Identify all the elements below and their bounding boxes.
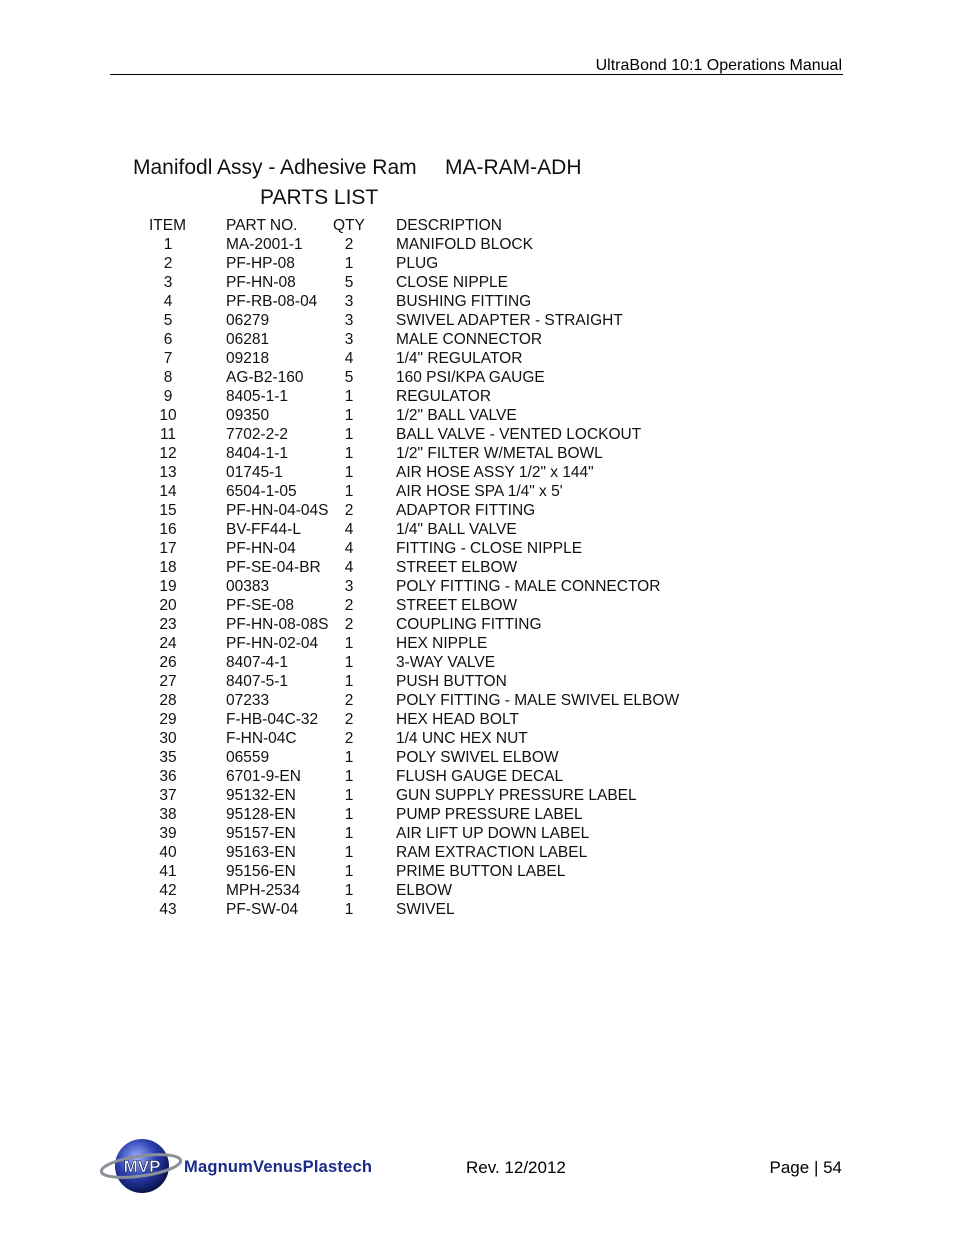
cell-description: POLY SWIVEL ELBOW [396, 749, 559, 766]
cell-part-no: 09350 [226, 407, 270, 424]
cell-qty: 1 [344, 844, 354, 861]
cell-description: STREET ELBOW [396, 597, 518, 614]
cell-part-no: 95128-EN [226, 806, 296, 823]
cell-qty: 4 [344, 540, 354, 557]
cell-part-no: AG-B2-160 [226, 369, 304, 386]
cell-part-no: 06281 [226, 331, 270, 348]
cell-qty: 1 [344, 483, 354, 500]
cell-qty: 5 [344, 274, 354, 291]
table-row [0, 444, 954, 463]
cell-qty: 3 [344, 331, 354, 348]
cell-part-no: 95157-EN [226, 825, 296, 842]
cell-item: 43 [159, 901, 177, 918]
cell-description: AIR HOSE ASSY 1/2" x 144" [396, 464, 594, 481]
cell-part-no: 06279 [226, 312, 270, 329]
mvp-logo-icon [100, 1132, 182, 1196]
cell-description: MALE CONNECTOR [396, 331, 543, 348]
cell-part-no: PF-HN-08 [226, 274, 296, 291]
cell-qty: 2 [344, 616, 354, 633]
cell-item: 27 [159, 673, 177, 690]
cell-description: 1/4" REGULATOR [396, 350, 523, 367]
cell-description: ELBOW [396, 882, 452, 899]
cell-qty: 1 [344, 749, 354, 766]
cell-part-no: MA-2001-1 [226, 236, 303, 253]
cell-part-no: BV-FF44-L [226, 521, 301, 538]
table-row [0, 387, 954, 406]
cell-description: BUSHING FITTING [396, 293, 532, 310]
table-row [0, 843, 954, 862]
cell-qty: 1 [344, 673, 354, 690]
cell-item: 8 [163, 369, 173, 386]
footer-page-number: Page | 54 [769, 1158, 842, 1177]
cell-part-no: 8404-1-1 [226, 445, 289, 462]
cell-description: RAM EXTRACTION LABEL [396, 844, 588, 861]
cell-part-no: 07233 [226, 692, 270, 709]
cell-item: 39 [159, 825, 177, 842]
table-row [0, 729, 954, 748]
cell-description: POLY FITTING - MALE SWIVEL ELBOW [396, 692, 680, 709]
table-row [0, 558, 954, 577]
table-row [0, 881, 954, 900]
cell-item: 10 [159, 407, 177, 424]
cell-item: 17 [159, 540, 177, 557]
table-row [0, 710, 954, 729]
cell-part-no: PF-SE-08 [226, 597, 295, 614]
table-row [0, 520, 954, 539]
table-row [0, 748, 954, 767]
cell-item: 28 [159, 692, 177, 709]
cell-item: 35 [159, 749, 177, 766]
cell-part-no: PF-HN-02-04 [226, 635, 319, 652]
cell-item: 7 [163, 350, 173, 367]
cell-qty: 1 [344, 388, 354, 405]
cell-item: 11 [159, 426, 177, 443]
cell-description: PUSH BUTTON [396, 673, 507, 690]
cell-item: 5 [163, 312, 173, 329]
cell-qty: 4 [344, 521, 354, 538]
cell-description: HEX NIPPLE [396, 635, 488, 652]
table-row [0, 254, 954, 273]
cell-item: 23 [159, 616, 177, 633]
cell-item: 15 [159, 502, 177, 519]
cell-part-no: F-HN-04C [226, 730, 297, 747]
table-row [0, 311, 954, 330]
cell-description: ADAPTOR FITTING [396, 502, 536, 519]
cell-description: BALL VALVE - VENTED LOCKOUT [396, 426, 642, 443]
table-row [0, 482, 954, 501]
cell-qty: 1 [344, 407, 354, 424]
cell-description: 1/2" FILTER W/METAL BOWL [396, 445, 603, 462]
table-row [0, 615, 954, 634]
cell-description: 160 PSI/KPA GAUGE [396, 369, 545, 386]
cell-qty: 1 [344, 882, 354, 899]
footer-brand: MagnumVenusPlastech [184, 1158, 373, 1176]
table-row [0, 634, 954, 653]
column-header-part-no: PART NO. [226, 217, 298, 234]
cell-description: 1/4 UNC HEX NUT [396, 730, 528, 747]
table-row [0, 805, 954, 824]
table-row [0, 577, 954, 596]
cell-description: PUMP PRESSURE LABEL [396, 806, 583, 823]
cell-qty: 2 [344, 730, 354, 747]
cell-item: 3 [163, 274, 173, 291]
cell-description: GUN SUPPLY PRESSURE LABEL [396, 787, 637, 804]
cell-description: 3-WAY VALVE [396, 654, 496, 671]
cell-part-no: 01745-1 [226, 464, 283, 481]
cell-qty: 4 [344, 559, 354, 576]
cell-qty: 2 [344, 597, 354, 614]
cell-description: AIR LIFT UP DOWN LABEL [396, 825, 590, 842]
cell-item: 2 [163, 255, 173, 272]
cell-description: COUPLING FITTING [396, 616, 542, 633]
cell-item: 29 [159, 711, 177, 728]
cell-description: FLUSH GAUGE DECAL [396, 768, 564, 785]
cell-part-no: 06559 [226, 749, 270, 766]
table-row [0, 406, 954, 425]
cell-item: 26 [159, 654, 177, 671]
cell-part-no: PF-RB-08-04 [226, 293, 318, 310]
cell-qty: 1 [344, 806, 354, 823]
document-title: Manifodl Assy - Adhesive Ram [133, 156, 417, 179]
cell-part-no: 95132-EN [226, 787, 296, 804]
cell-qty: 4 [344, 350, 354, 367]
cell-qty: 2 [344, 236, 354, 253]
column-header-qty: QTY [333, 217, 365, 234]
table-row [0, 862, 954, 881]
table-row [0, 824, 954, 843]
table-row [0, 786, 954, 805]
cell-qty: 5 [344, 369, 354, 386]
table-row [0, 767, 954, 786]
table-row [0, 900, 954, 919]
column-header-description: DESCRIPTION [396, 217, 502, 234]
cell-item: 12 [159, 445, 177, 462]
table-row [0, 463, 954, 482]
cell-item: 36 [159, 768, 177, 785]
cell-description: AIR HOSE SPA 1/4" x 5' [396, 483, 563, 500]
cell-item: 18 [159, 559, 177, 576]
table-row [0, 539, 954, 558]
cell-qty: 1 [344, 787, 354, 804]
table-header-row [0, 216, 954, 235]
cell-qty: 2 [344, 502, 354, 519]
table-row [0, 691, 954, 710]
mvp-logo [100, 1132, 182, 1201]
cell-item: 38 [159, 806, 177, 823]
header-divider [110, 74, 843, 75]
cell-item: 24 [159, 635, 177, 652]
cell-qty: 3 [344, 293, 354, 310]
cell-part-no: PF-HN-04 [226, 540, 296, 557]
table-row [0, 292, 954, 311]
cell-item: 30 [159, 730, 177, 747]
cell-item: 9 [163, 388, 173, 405]
cell-part-no: 95163-EN [226, 844, 296, 861]
cell-item: 14 [159, 483, 177, 500]
table-row [0, 596, 954, 615]
table-row [0, 330, 954, 349]
cell-description: FITTING - CLOSE NIPPLE [396, 540, 583, 557]
cell-part-no: 09218 [226, 350, 270, 367]
cell-part-no: F-HB-04C-32 [226, 711, 319, 728]
cell-item: 13 [159, 464, 177, 481]
cell-description: 1/4" BALL VALVE [396, 521, 517, 538]
cell-part-no: 00383 [226, 578, 270, 595]
cell-description: POLY FITTING - MALE CONNECTOR [396, 578, 661, 595]
table-row [0, 273, 954, 292]
cell-qty: 1 [344, 825, 354, 842]
cell-item: 16 [159, 521, 177, 538]
cell-qty: 1 [344, 654, 354, 671]
cell-description: MANIFOLD BLOCK [396, 236, 533, 253]
column-header-item: ITEM [149, 217, 187, 234]
cell-qty: 1 [344, 464, 354, 481]
cell-item: 20 [159, 597, 177, 614]
cell-item: 40 [159, 844, 177, 861]
cell-part-no: PF-HN-04-04S [226, 502, 329, 519]
cell-qty: 1 [344, 863, 354, 880]
cell-description: SWIVEL ADAPTER - STRAIGHT [396, 312, 623, 329]
table-row [0, 235, 954, 254]
cell-description: 1/2" BALL VALVE [396, 407, 517, 424]
cell-part-no: PF-SW-04 [226, 901, 299, 918]
parts-list-table [0, 216, 954, 919]
logo-text: MVP [123, 1157, 161, 1176]
cell-description: PLUG [396, 255, 439, 272]
header-title: UltraBond 10:1 Operations Manual [595, 57, 842, 74]
cell-qty: 3 [344, 312, 354, 329]
cell-part-no: 8405-1-1 [226, 388, 289, 405]
table-row [0, 349, 954, 368]
cell-item: 37 [159, 787, 177, 804]
cell-qty: 1 [344, 901, 354, 918]
cell-description: PRIME BUTTON LABEL [396, 863, 566, 880]
cell-qty: 1 [344, 426, 354, 443]
cell-qty: 1 [344, 768, 354, 785]
cell-description: HEX HEAD BOLT [396, 711, 519, 728]
cell-qty: 2 [344, 711, 354, 728]
cell-description: STREET ELBOW [396, 559, 518, 576]
cell-item: 42 [159, 882, 177, 899]
cell-qty: 1 [344, 445, 354, 462]
cell-part-no: PF-SE-04-BR [226, 559, 321, 576]
cell-qty: 2 [344, 692, 354, 709]
footer-revision: Rev. 12/2012 [466, 1158, 566, 1177]
cell-part-no: 8407-4-1 [226, 654, 289, 671]
cell-part-no: 95156-EN [226, 863, 296, 880]
document-subtitle: PARTS LIST [260, 186, 379, 209]
cell-part-no: PF-HP-08 [226, 255, 295, 272]
table-row [0, 653, 954, 672]
document-code: MA-RAM-ADH [445, 156, 582, 179]
cell-qty: 1 [344, 635, 354, 652]
cell-part-no: 7702-2-2 [226, 426, 289, 443]
cell-part-no: MPH-2534 [226, 882, 301, 899]
cell-item: 41 [159, 863, 177, 880]
cell-item: 6 [163, 331, 173, 348]
table-row [0, 368, 954, 387]
cell-description: CLOSE NIPPLE [396, 274, 508, 291]
table-row [0, 672, 954, 691]
cell-part-no: PF-HN-08-08S [226, 616, 329, 633]
cell-qty: 3 [344, 578, 354, 595]
cell-description: SWIVEL [396, 901, 455, 918]
cell-part-no: 6701-9-EN [226, 768, 301, 785]
table-row [0, 501, 954, 520]
cell-item: 4 [163, 293, 173, 310]
cell-part-no: 6504-1-05 [226, 483, 297, 500]
cell-description: REGULATOR [396, 388, 492, 405]
table-row [0, 425, 954, 444]
cell-part-no: 8407-5-1 [226, 673, 289, 690]
cell-item: 19 [159, 578, 177, 595]
cell-qty: 1 [344, 255, 354, 272]
cell-item: 1 [163, 236, 173, 253]
